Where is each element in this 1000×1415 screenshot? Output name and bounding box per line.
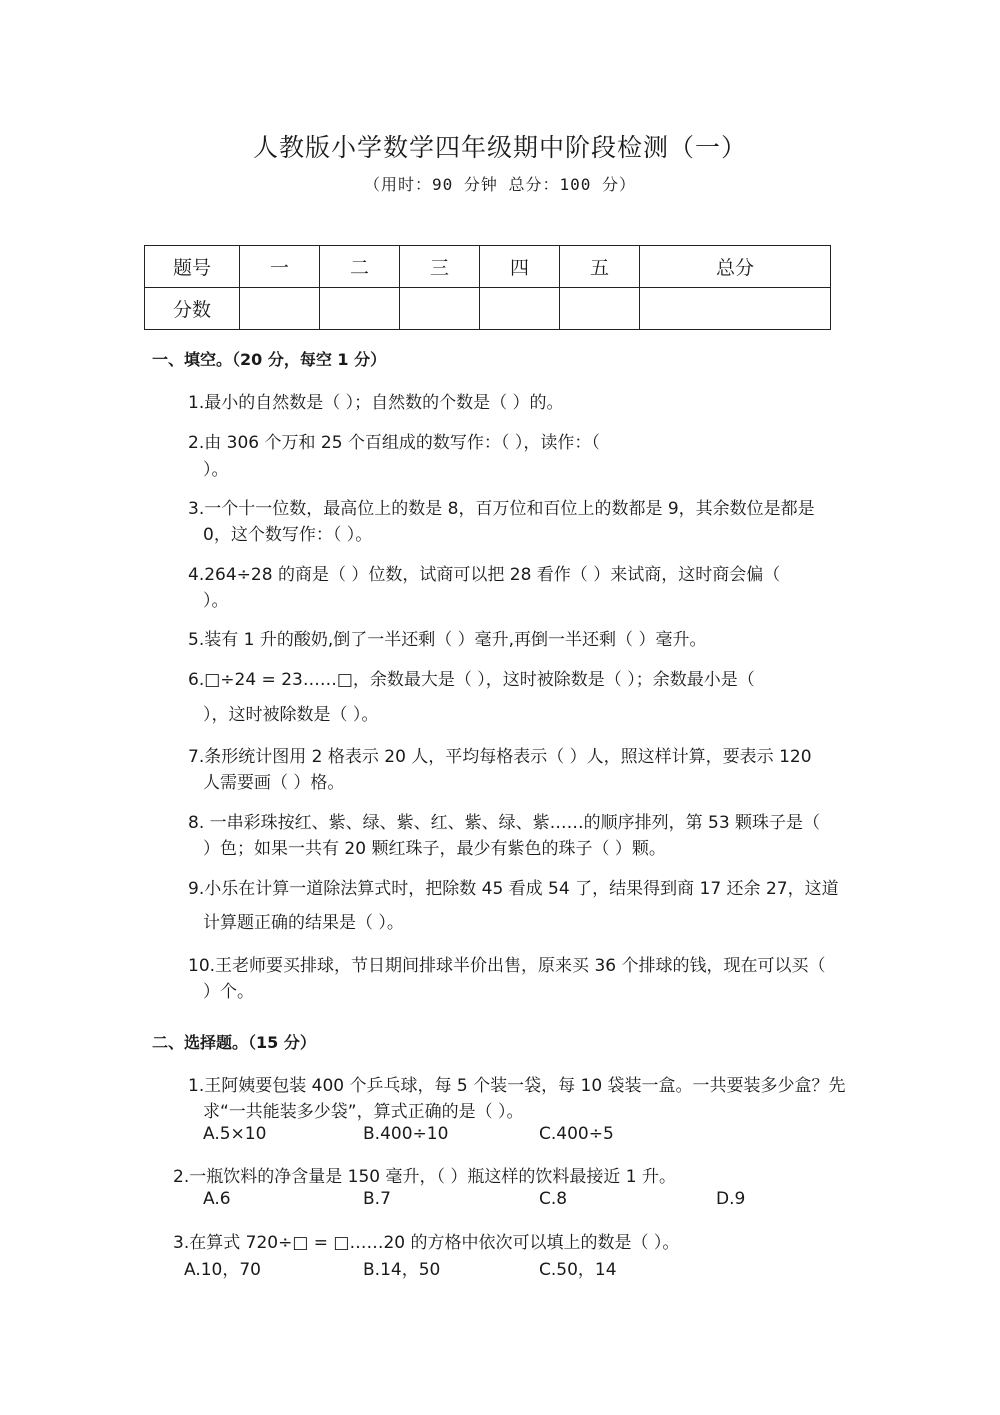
question-line: ）。 bbox=[203, 591, 229, 611]
section-heading: 一、填空。（20 分，每空 1 分） bbox=[152, 350, 387, 369]
question-line: 0，这个数写作：（ ）。 bbox=[203, 525, 373, 545]
choice-option: A.5×10 bbox=[203, 1124, 267, 1144]
question-line: 2.由 306 个万和 25 个百组成的数写作：（ ），读作：（ bbox=[188, 433, 600, 453]
question-line: 计算题正确的结果是（ ）。 bbox=[203, 913, 404, 933]
choice-option: C.8 bbox=[539, 1189, 568, 1209]
question-line: 10.王老师要买排球，节日期间排球半价出售，原来买 36 个排球的钱，现在可以买（ bbox=[188, 956, 826, 976]
question-line: ），这时被除数是（ ）。 bbox=[203, 705, 379, 725]
choice-option: B.400÷10 bbox=[363, 1124, 449, 1144]
score-header-cell: 二 bbox=[320, 246, 400, 288]
question-line: 8. 一串彩珠按红、紫、绿、紫、红、紫、绿、紫……的顺序排列，第 53 颗珠子是（ bbox=[188, 813, 821, 833]
question-line: 6.□÷24 = 23……□，余数最大是（ ），这时被除数是（ ）；余数最小是（ bbox=[188, 670, 755, 690]
score-table-score-row bbox=[145, 288, 831, 330]
question-line: 求“一共能装多少袋”，算式正确的是（ ）。 bbox=[203, 1102, 524, 1122]
score-cell[interactable] bbox=[480, 288, 560, 330]
score-header-cell: 三 bbox=[400, 246, 480, 288]
score-table-header-row bbox=[145, 246, 831, 288]
page-title: 人教版小学数学四年级期中阶段检测（一） bbox=[252, 133, 747, 162]
question-line: 人需要画（ ）格。 bbox=[203, 773, 345, 793]
question-line: ）。 bbox=[203, 460, 229, 480]
score-cell[interactable] bbox=[400, 288, 480, 330]
question-line: ）个。 bbox=[203, 982, 254, 1002]
score-cell[interactable] bbox=[240, 288, 320, 330]
score-header-cell: 总分 bbox=[640, 246, 831, 288]
exam-info: （用时：90 分钟 总分：100 分） bbox=[363, 175, 637, 194]
choice-option: C.50，14 bbox=[539, 1260, 617, 1280]
score-table bbox=[144, 245, 831, 330]
question-line: 2.一瓶饮料的净含量是 150 毫升，（ ）瓶这样的饮料最接近 1 升。 bbox=[173, 1167, 677, 1187]
score-header-cell: 题号 bbox=[145, 246, 240, 288]
score-cell[interactable] bbox=[560, 288, 640, 330]
section-heading: 二、选择题。（15 分） bbox=[152, 1033, 316, 1052]
choice-option: B.7 bbox=[363, 1189, 391, 1209]
score-cell[interactable] bbox=[320, 288, 400, 330]
question-line: 7.条形统计图用 2 格表示 20 人，平均每格表示（ ）人，照这样计算，要表示 120 bbox=[188, 747, 812, 767]
score-header-cell: 一 bbox=[240, 246, 320, 288]
score-header-cell: 五 bbox=[560, 246, 640, 288]
score-row-label: 分数 bbox=[145, 288, 240, 330]
question-line: 3.一个十一位数，最高位上的数是 8，百万位和百位上的数都是 9，其余数位是都是 bbox=[188, 499, 815, 519]
question-line: 9.小乐在计算一道除法算式时，把除数 45 看成 54 了，结果得到商 17 还余 27，这道 bbox=[188, 879, 839, 899]
question-line: 1.王阿姨要包装 400 个乒乓球，每 5 个装一袋，每 10 袋装一盒。一共要装多少盒？先 bbox=[188, 1076, 846, 1096]
choice-option: B.14，50 bbox=[363, 1260, 441, 1280]
question-line: 5.装有 1 升的酸奶,倒了一半还剩（ ）毫升,再倒一半还剩（ ）毫升。 bbox=[188, 630, 707, 650]
question-line: 4.264÷28 的商是（ ）位数，试商可以把 28 看作（ ）来试商，这时商会偏（ bbox=[188, 565, 781, 585]
score-header-cell: 四 bbox=[480, 246, 560, 288]
question-line: 3.在算式 720÷□ = □……20 的方格中依次可以填上的数是（ ）。 bbox=[173, 1233, 680, 1253]
question-line: ）色；如果一共有 20 颗红珠子，最少有紫色的珠子（ ）颗。 bbox=[203, 839, 666, 859]
choice-option: C.400÷5 bbox=[539, 1124, 614, 1144]
question-line: 1.最小的自然数是（ ）；自然数的个数是（ ）的。 bbox=[188, 393, 564, 413]
choice-option: A.10，70 bbox=[184, 1260, 261, 1280]
score-cell[interactable] bbox=[640, 288, 831, 330]
choice-option: D.9 bbox=[716, 1189, 746, 1209]
choice-option: A.6 bbox=[203, 1189, 231, 1209]
